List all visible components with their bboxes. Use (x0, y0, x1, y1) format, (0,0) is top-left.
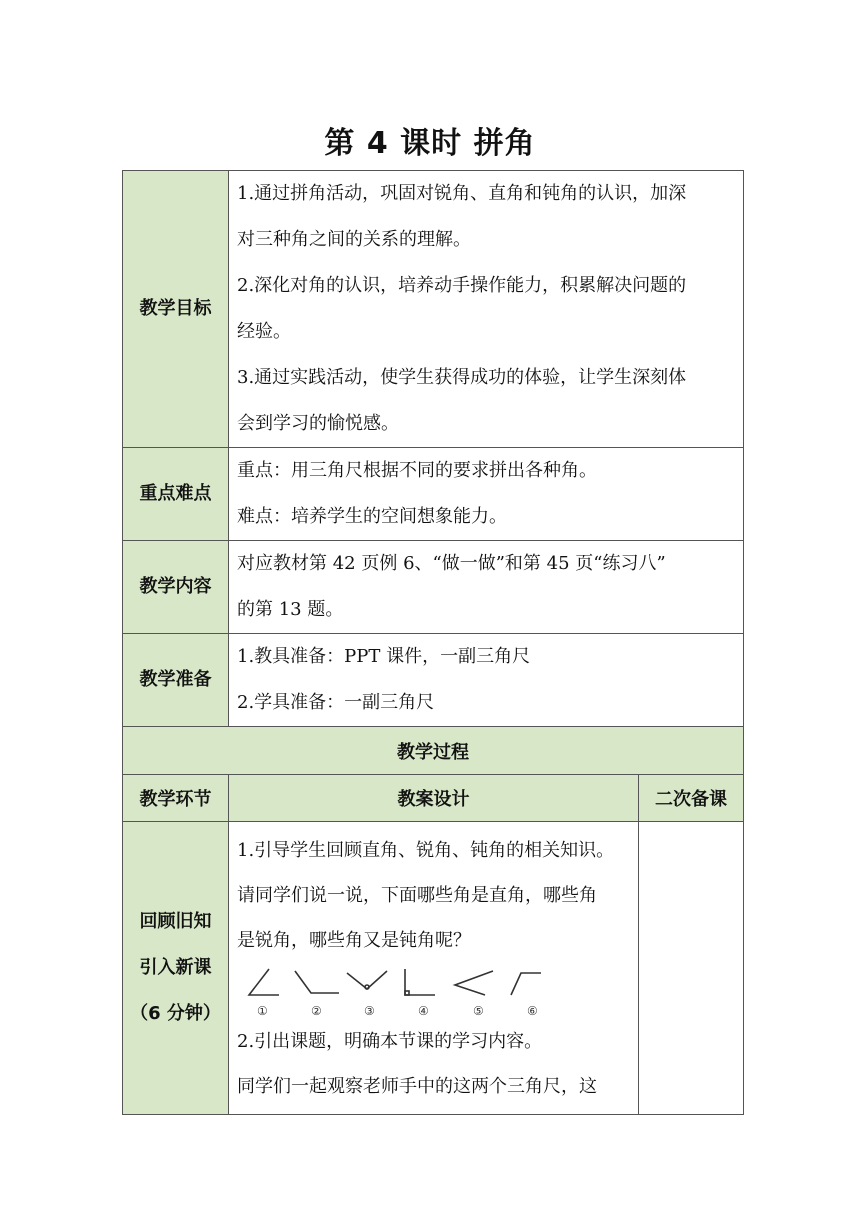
angle-1-figure (249, 969, 279, 995)
objectives-line: 会到学习的愉悦感。 (237, 413, 399, 434)
objectives-line: 对三种角之间的关系的理解。 (237, 229, 471, 250)
stage1-label-line: （6 分钟） (130, 1003, 221, 1024)
objectives-line: 1.通过拼角活动，巩固对锐角、直角和钝角的认识，加深 (237, 183, 687, 204)
angle-3-number: ③ (364, 1003, 375, 1018)
key-points-row (123, 448, 744, 541)
stage1-row (123, 822, 744, 1115)
key-points-line: 难点：培养学生的空间想象能力。 (237, 506, 507, 527)
objectives-label: 教学目标 (123, 171, 229, 448)
content-label: 教学内容 (123, 541, 229, 634)
stage1-label-line: 回顾旧知 (139, 911, 212, 932)
angle-1-number: ① (257, 1003, 268, 1018)
angle-6-number: ⑥ (527, 1003, 538, 1018)
objectives-line: 3.通过实践活动，使学生获得成功的体验，让学生深刻体 (237, 367, 687, 388)
angle-5-number: ⑤ (473, 1003, 484, 1018)
stage1-line: 同学们一起观察老师手中的这两个三角尺，这 (237, 1075, 597, 1097)
content-content (229, 541, 744, 634)
stage1-design (229, 822, 639, 1115)
preparation-row (123, 634, 744, 727)
objectives-line: 2.深化对角的认识，培养动手操作能力，积累解决问题的 (237, 275, 687, 296)
process-heading: 教学过程 (123, 727, 744, 775)
page-title: 第 4 课时 拼角 (324, 126, 536, 161)
angle-6-figure (511, 973, 541, 995)
angle-figures (241, 965, 541, 1019)
objectives-content (229, 171, 744, 448)
content-row (123, 541, 744, 634)
content-line: 的第 13 题。 (237, 599, 344, 620)
angle-2-figure (295, 971, 339, 993)
stage1-notes (639, 822, 744, 1115)
angle-2-number: ② (311, 1003, 322, 1018)
content-line: 对应教材第 42 页例 6、“做一做”和第 45 页“练习八” (237, 553, 666, 574)
stage-column-header: 教学环节 (123, 775, 229, 822)
angle-3-vertex-mark (365, 985, 369, 989)
stage1-line: 1.引导学生回顾直角、锐角、钝角的相关知识。 (237, 839, 615, 861)
preparation-label: 教学准备 (123, 634, 229, 727)
preparation-content (229, 634, 744, 727)
angle-4-number: ④ (418, 1003, 429, 1018)
stage1-line: 2.引出课题，明确本节课的学习内容。 (237, 1030, 543, 1052)
stage1-line: 是锐角，哪些角又是钝角呢？ (237, 929, 471, 951)
stage1-line: 请同学们说一说，下面哪些角是直角，哪些角 (237, 884, 597, 906)
process-columns-row (123, 775, 744, 822)
design-column-header: 教案设计 (229, 775, 639, 822)
angle-5-figure (455, 971, 493, 995)
lesson-plan-table (122, 170, 744, 1115)
objectives-row (123, 171, 744, 448)
stage1-label-line: 引入新课 (139, 957, 212, 978)
stage1-label (123, 822, 229, 1115)
process-heading-row (123, 727, 744, 775)
objectives-line: 经验。 (237, 321, 291, 342)
angle-4-right-mark (405, 991, 409, 995)
key-points-line: 重点：用三角尺根据不同的要求拼出各种角。 (237, 460, 597, 481)
preparation-line: 1.教具准备：PPT 课件，一副三角尺 (237, 646, 531, 667)
key-points-label: 重点难点 (123, 448, 229, 541)
preparation-line: 2.学具准备：一副三角尺 (237, 692, 435, 713)
key-points-content (229, 448, 744, 541)
angle-3-figure (347, 971, 387, 989)
notes-column-header: 二次备课 (639, 775, 744, 822)
